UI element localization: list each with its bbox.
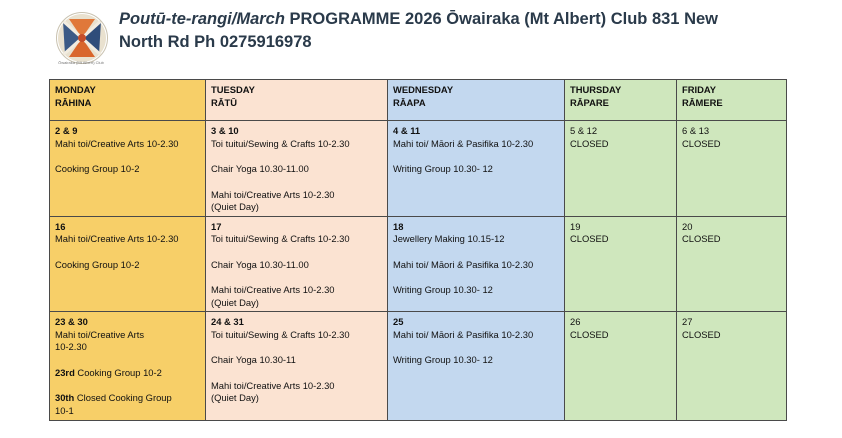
programme-table	[49, 79, 787, 421]
header-monday: MONDAY RĀHINA	[50, 80, 206, 121]
cell-date: 17	[211, 220, 222, 232]
cell-mon-week3: 23 & 30 Mahi toi/Creative Arts 10-2.30 23rd Cooking Group 10-2 30th Closed Cooking Group 10-1	[50, 312, 206, 421]
cell-date: 3 & 10	[211, 125, 239, 136]
cell-fri-week2: 20 CLOSED	[677, 216, 787, 312]
header-friday: FRIDAY RĀMERE	[677, 80, 787, 121]
page-header	[0, 0, 842, 72]
cell-mon-week1: 2 & 9 Mahi toi/Creative Arts 10-2.30 Cooking Group 10-2	[50, 121, 206, 217]
cell-date: 18	[393, 220, 404, 232]
cell-thu-week1: 5 & 12 CLOSED	[565, 121, 677, 217]
cell-date: 16	[55, 220, 66, 232]
header-tuesday: TUESDAY RĀTŪ	[206, 80, 388, 121]
cell-fri-week1: 6 & 13 CLOSED	[677, 121, 787, 217]
cell-tue-week3: 24 & 31 Toi tuitui/Sewing & Crafts 10-2.30 Chair Yoga 10.30-11 Mahi toi/Creative Arts 10-2.30 (Quiet Day)	[206, 312, 388, 421]
title-month: Poutū-te-rangi/March	[119, 10, 285, 28]
header-thursday: THURSDAY RĀPARE	[565, 80, 677, 121]
cell-wed-week2: 18 Jewellery Making 10.15-12 Mahi toi/ Māori & Pasifika 10-2.30 Writing Group 10.30- 12	[388, 216, 565, 312]
cell-thu-week2: 19 CLOSED	[565, 216, 677, 312]
week-row-3	[50, 312, 787, 421]
cell-date: 25	[393, 316, 404, 327]
logo-caption: Ōwairaka (Mt Albert) Club	[58, 60, 104, 65]
cell-date: 23 & 30	[55, 316, 88, 327]
club-logo	[56, 12, 108, 64]
cell-thu-week3: 26 CLOSED	[565, 312, 677, 421]
cell-tue-week1: 3 & 10 Toi tuitui/Sewing & Crafts 10-2.30 Chair Yoga 10.30-11.00 Mahi toi/Creative Arts 10-2.30 (Quiet Day)	[206, 121, 388, 217]
page-title	[119, 8, 819, 54]
cell-date: 2 & 9	[55, 125, 78, 136]
cell-wed-week3: 25 Mahi toi/ Māori & Pasifika 10-2.30 Writing Group 10.30- 12	[388, 312, 565, 421]
title-line2: North Rd Ph 0275916978	[119, 33, 312, 51]
cell-fri-week3: 27 CLOSED	[677, 312, 787, 421]
week-row-2	[50, 216, 787, 312]
cell-date: 24 & 31	[211, 316, 244, 327]
header-wednesday: WEDNESDAY RĀAPA	[388, 80, 565, 121]
cell-wed-week1: 4 & 11 Mahi toi/ Māori & Pasifika 10-2.30 Writing Group 10.30- 12	[388, 121, 565, 217]
cell-date: 4 & 11	[393, 125, 421, 136]
club-logo-icon	[57, 13, 107, 63]
title-rest: PROGRAMME 2026 Ōwairaka (Mt Albert) Club 831 New	[284, 10, 718, 28]
week-row-1	[50, 121, 787, 217]
cell-mon-week2: 16 Mahi toi/Creative Arts 10-2.30 Cooking Group 10-2	[50, 216, 206, 312]
header-row	[50, 80, 787, 121]
cell-tue-week2: 17 Toi tuitui/Sewing & Crafts 10-2.30 Chair Yoga 10.30-11.00 Mahi toi/Creative Arts 10-2.30 (Quiet Day)	[206, 216, 388, 312]
